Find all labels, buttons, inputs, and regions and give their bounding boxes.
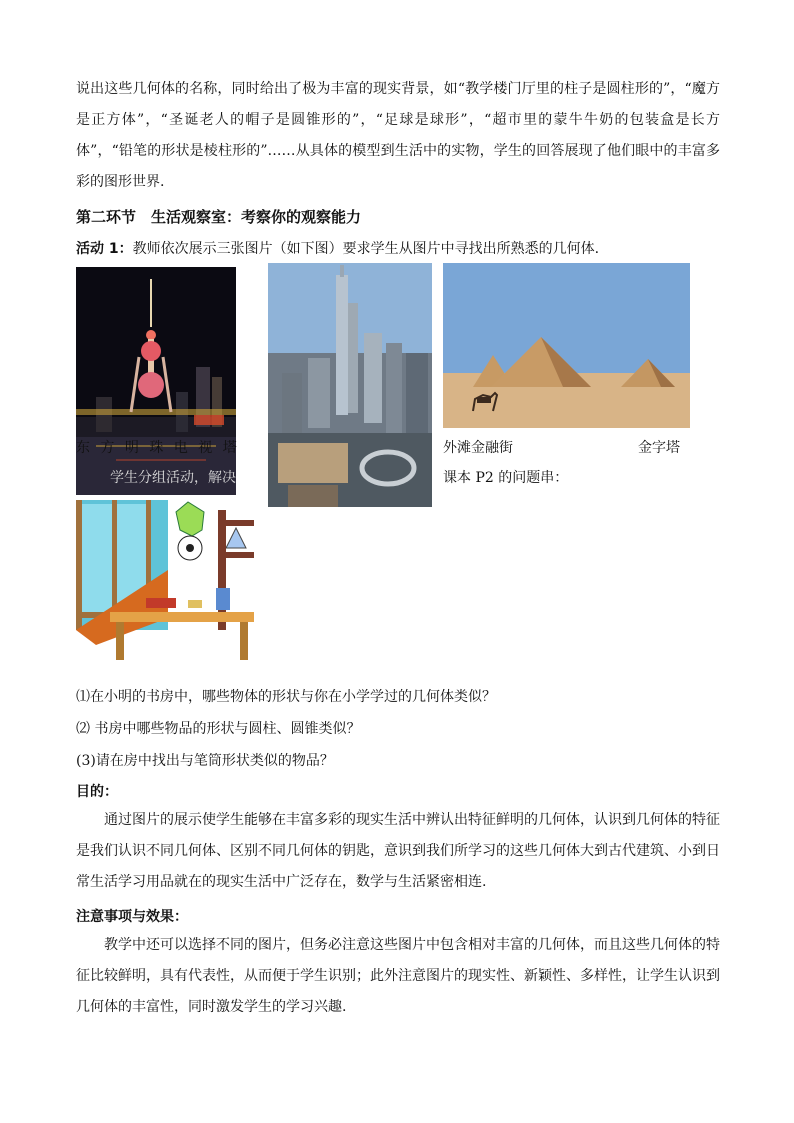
- question-3: (3)请在房中找出与笔筒形状类似的物品？: [76, 753, 334, 769]
- notes-label: 注意事项与效果：: [76, 909, 188, 925]
- tower-image: [76, 267, 236, 495]
- pyramid-caption: 金字塔: [638, 440, 680, 456]
- bund-photo: [268, 263, 432, 507]
- activity1-label: 活动 1：: [76, 241, 133, 257]
- group-activity-text: 学生分组活动，解决: [110, 470, 236, 486]
- study-room-image: [76, 500, 254, 660]
- purpose-paragraph: 通过图片的展示使学生能够在丰富多彩的现实生活中辨认出特征鲜明的几何体，认识到几何体的特征是我们认识不同几何体、区别不同几何体的钥匙，意识到我们所学习的这些几何体大到古代建筑、小到日常生活学习用品就在的现实生活中广泛存在，数学与生活紧密相连.: [76, 812, 720, 890]
- tower-photo: [76, 267, 236, 495]
- question-2: ⑵ 书房中哪些物品的形状与圆柱、圆锥类似？: [76, 721, 361, 737]
- notes-paragraph: 教学中还可以选择不同的图片，但务必注意这些图片中包含相对丰富的几何体，而且这些几何体的特征比较鲜明，具有代表性，从而便于学生识别；此外注意图片的现实性、新颖性、多样性，让学生认识到几何体的丰富性，同时激发学生的学习兴趣.: [76, 937, 720, 1015]
- activity1-text: 教师依次展示三张图片（如下图）要求学生从图片中寻找出所熟悉的几何体.: [132, 241, 600, 257]
- question-1: ⑴在小明的书房中，哪些物体的形状与你在小学学过的几何体类似？: [76, 689, 496, 705]
- section-title: 第二环节 生活观察室：考察你的观察能力: [76, 208, 362, 226]
- pyramid-image: [443, 263, 690, 428]
- study-room-illustration: [76, 500, 254, 660]
- intro-paragraph: 说出这些几何体的名称，同时给出了极为丰富的现实背景，如“教学楼门厅里的柱子是圆柱形的”，“魔方是正方体”，“圣诞老人的帽子是圆锥形的”，“足球是球形”，“超市里的蒙牛牛奶的包装盒是长方体”，“铅笔的形状是棱柱形的”……从具体的模型到生活中的实物，学生的回答展现了他们眼中的丰富多彩的图形世界.: [76, 81, 720, 190]
- bund-image: [268, 263, 432, 507]
- bund-caption: 外滩金融街: [443, 440, 513, 456]
- textbook-questions-text: 课本 P2 的问题串：: [443, 470, 569, 486]
- tower-caption: 东 方 明 珠 电 视 塔: [76, 440, 237, 456]
- purpose-label: 目的：: [76, 784, 118, 800]
- pyramid-photo: [443, 263, 690, 428]
- activity1-line: [76, 238, 599, 258]
